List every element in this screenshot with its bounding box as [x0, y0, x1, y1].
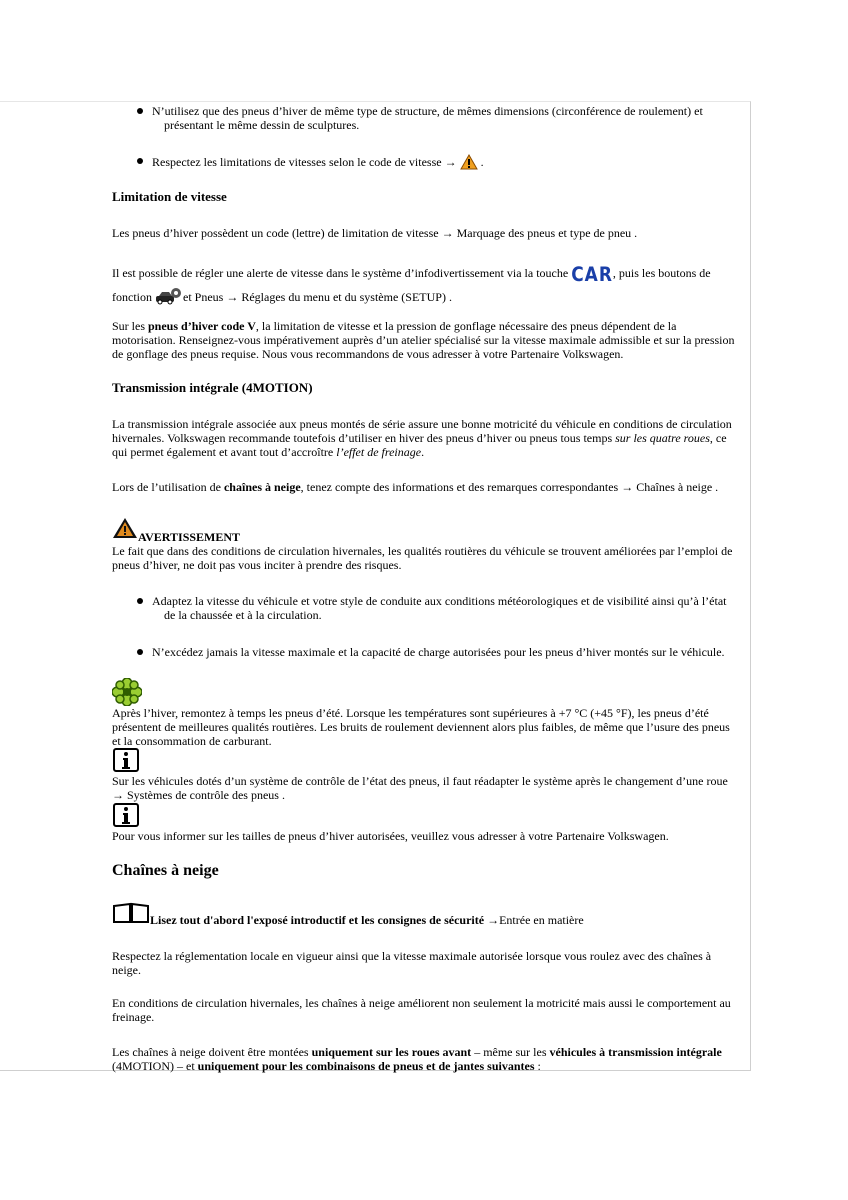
- text: fonction: [112, 290, 152, 304]
- bullet-text: Respectez les limitations de vitesses selon le code de vitesse →: [152, 155, 457, 169]
- environment-flower-icon: [112, 678, 142, 706]
- info-tire-sizes: Pour vous informer sur les tailles de pneus d’hiver autorisées, veuillez vous adresser à votre Partenaire Volkswagen.: [112, 829, 669, 843]
- speed-para-2: [112, 262, 740, 308]
- info-tpms: [112, 774, 740, 802]
- text: – même sur les: [471, 1045, 550, 1059]
- text: Il est possible de régler une alerte de vitesse dans le système d’infodivertissement via la touche: [112, 266, 569, 280]
- bullet-text-cont: présentant le même dessin de sculptures.: [164, 118, 360, 132]
- italic-text: l’effet de freinage: [336, 445, 422, 459]
- text: , ce qui permet également et avant tout d’accroître: [112, 431, 727, 459]
- environment-note: Après l’hiver, remontez à temps les pneus d’été. Lorsque les températures sont supérieures à +7 °C (+45 °F), les pneus d’été présentent de meilleures qualités routières. Les bruits de roulement deviennent alors plus faibles, de même que l’usure des pneus et la consommation de carburant.: [112, 706, 730, 748]
- bold-text: chaînes à neige: [223, 480, 301, 494]
- read-intro: [150, 913, 584, 927]
- heading-snow-chains: Chaînes à neige: [112, 862, 219, 879]
- speed-para-3: [112, 319, 740, 361]
- bullet-speed-code: Respectez les limitations de vitesses selon le code de vitesse → .: [152, 155, 484, 169]
- heading-speed-limit: Limitation de vitesse: [112, 189, 227, 204]
- heading-awd: Transmission intégrale (4MOTION): [112, 380, 313, 395]
- bold-text: uniquement sur les roues avant: [311, 1045, 472, 1059]
- text: :: [534, 1059, 541, 1073]
- text: , tenez compte des informations et des remarques correspondantes → Chaînes à neige .: [300, 480, 719, 494]
- speed-para-1: Les pneus d’hiver possèdent un code (lettre) de limitation de vitesse → Marquage des pneus et type de pneu .: [112, 226, 638, 240]
- warning-bullet-1: [152, 594, 742, 622]
- link-intro[interactable]: →Entrée en matière: [484, 913, 584, 927]
- car-settings-icon[interactable]: [155, 287, 183, 305]
- warning-text: Le fait que dans des conditions de circulation hivernales, les qualités routières du véhicule se trouvent améliorées par l’emploi de pneus d’hiver, ne doit pas vous inciter à prendre des risques.: [112, 544, 733, 572]
- book-icon: [112, 902, 150, 924]
- info-icon: [113, 803, 139, 827]
- warning-icon: [112, 517, 138, 539]
- chains-para-3: [112, 1045, 740, 1073]
- awd-para-2: [112, 480, 740, 494]
- info-icon: [113, 748, 139, 772]
- text: Sur les véhicules dotés d’un système de contrôle de l’état des pneus, il faut réadapter le système après le changement d’une roue: [112, 774, 728, 788]
- text: et Pneus → Réglages du menu et du système (SETUP) .: [183, 290, 452, 304]
- bold-text: Lisez tout d'abord l'exposé introductif et les consignes de sécurité: [150, 913, 485, 927]
- text: Les chaînes à neige doivent être montées: [112, 1045, 312, 1059]
- text: → Systèmes de contrôle des pneus .: [112, 788, 285, 802]
- warning-bullet-2: N’excédez jamais la vitesse maximale et la capacité de charge autorisées pour les pneus d’hiver montés sur le véhicule.: [152, 645, 725, 659]
- text: , la limitation de vitesse et la pression de gonflage nécessaire des pneus dépendent de la motorisation. Renseignez-vous impérativement auprès d’un atelier spécialisé sur la vitesse maximale admissible et sur la pression de gonflage des pneus requise. Nous vous recommandons de vous adresser à votre Partenaire Volkswagen.: [112, 319, 735, 361]
- bold-text: uniquement pour les combinaisons de pneus et de jantes suivantes: [197, 1059, 535, 1073]
- chains-para-1: Respectez la réglementation locale en vigueur ainsi que la vitesse maximale autorisée lorsque vous roulez avec des chaînes à neige.: [112, 949, 712, 977]
- text: .: [421, 445, 425, 459]
- bold-text: véhicules à transmission intégrale: [549, 1045, 722, 1059]
- warning-triangle-icon[interactable]: [460, 154, 478, 170]
- italic-text: sur les quatre roues: [615, 431, 710, 445]
- car-button-icon[interactable]: CAR: [571, 263, 613, 287]
- text: , puis les boutons de: [612, 266, 711, 280]
- text: La transmission intégrale associée aux pneus montés de série assure une bonne motricité du véhicule en conditions de circulation hivernales. Volkswagen recommande toutefois d’utiliser en hiver des pneus d’hiver ou pneus tous temps: [112, 417, 732, 445]
- bullet-text: Adaptez la vitesse du véhicule et votre style de conduite aux conditions météorologiques et de visibilité ainsi qu’à l’état: [152, 594, 727, 608]
- text: (4MOTION) – et: [112, 1059, 198, 1073]
- bullet-dot: [137, 649, 143, 655]
- bullet-text-cont: de la chaussée et à la circulation.: [164, 608, 322, 622]
- bullet-dot: [137, 108, 143, 114]
- awd-para-1: [112, 417, 740, 459]
- chains-para-2: En conditions de circulation hivernales, les chaînes à neige améliorent non seulement la motricité mais aussi le comportement au freinage.: [112, 996, 731, 1024]
- bullet-tire-structure: [152, 104, 742, 132]
- text: Lors de l’utilisation de: [112, 480, 224, 494]
- bullet-text: N’utilisez que des pneus d’hiver de même type de structure, de mêmes dimensions (circonférence de roulement) et: [152, 104, 703, 118]
- warning-title: AVERTISSEMENT: [138, 530, 241, 544]
- bullet-dot: [137, 598, 143, 604]
- bullet-dot: [137, 158, 143, 164]
- bold-text: pneus d’hiver code V: [148, 319, 256, 333]
- text: Sur les: [112, 319, 148, 333]
